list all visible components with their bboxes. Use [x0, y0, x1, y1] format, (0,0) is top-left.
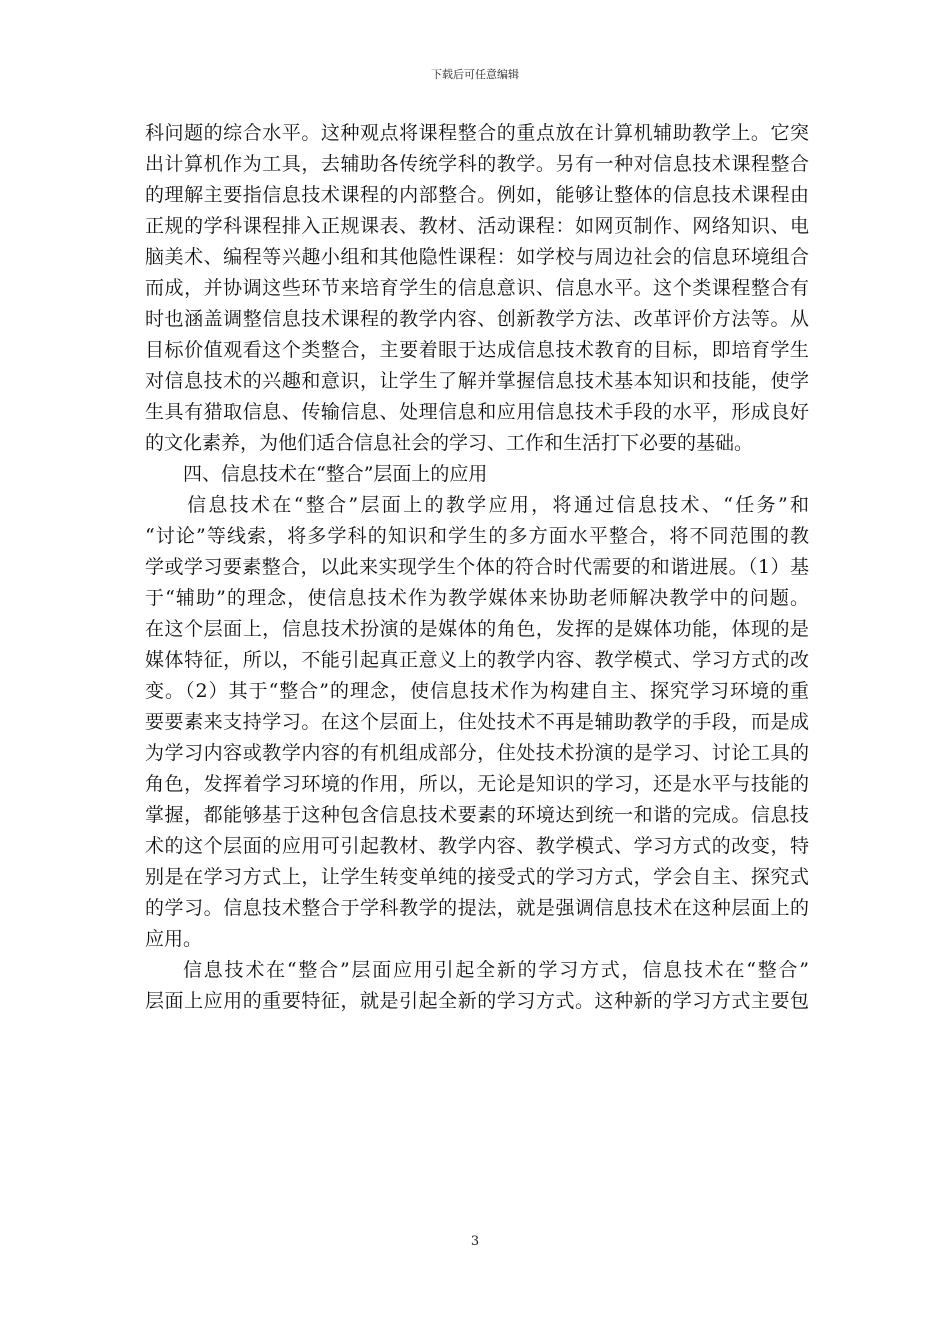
text-line: 术的这个层面的应用可引起教材、教学内容、教学模式、学习方式的改变，特	[145, 835, 809, 857]
text-line: 变。（2）其于“整合”的理念，使信息技术作为构建自主、探究学习环境的重	[145, 680, 809, 702]
text-line: 信息技术在“整合”层面上的教学应用，将通过信息技术、“任务”和	[187, 494, 809, 516]
text-line: 时也涵盖调整信息技术课程的教学内容、创新教学方法、改革评价方法等。从	[145, 308, 809, 330]
text-line: 掌握，都能够基于这种包含信息技术要素的环境达到统一和谐的完成。信息技	[145, 804, 809, 826]
text-line: 的理解主要指信息技术课程的内部整合。例如，能够让整体的信息技术课程由	[145, 184, 809, 206]
text-line: 生具有猎取信息、传输信息、处理信息和应用信息技术手段的水平，形成良好	[145, 401, 809, 423]
text-line: 层面上应用的重要特征，就是引起全新的学习方式。这种新的学习方式主要包	[145, 990, 809, 1012]
text-line: 而成，并协调这些环节来培育学生的信息意识、信息水平。这个类课程整合有	[145, 277, 809, 299]
text-line: 要要素来支持学习。在这个层面上，住处技术不再是辅助教学的手段，而是成	[145, 711, 809, 733]
text-line: 媒体特征，所以，不能引起真正意义上的教学内容、教学模式、学习方式的改	[145, 649, 809, 671]
text-line: “讨论”等线索，将多学科的知识和学生的多方面水平整合，将不同范围的教	[145, 525, 809, 547]
text-line: 学或学习要素整合，以此来实现学生个体的符合时代需要的和谐进展。（1）基	[145, 556, 809, 578]
text-line: 应用。	[145, 928, 203, 950]
section-heading: 四、信息技术在“整合”层面上的应用	[183, 463, 488, 485]
page-number: 3	[470, 1234, 480, 1249]
text-line: 信息技术在“整合”层面应用引起全新的学习方式，信息技术在“整合”	[183, 959, 809, 981]
text-line: 别是在学习方式上，让学生转变单纯的接受式的学习方式，学会自主、探究式	[145, 866, 809, 888]
text-line: 于“辅助”的理念，使信息技术作为教学媒体来协助老师解决教学中的问题。	[145, 587, 809, 609]
body-text	[145, 118, 809, 1017]
text-line: 脑美术、编程等兴趣小组和其他隐性课程：如学校与周边社会的信息环境组合	[145, 246, 809, 268]
text-line: 正规的学科课程排入正规课表、教材、活动课程：如网页制作、网络知识、电	[145, 215, 809, 237]
text-line: 角色，发挥着学习环境的作用，所以，无论是知识的学习，还是水平与技能的	[145, 773, 809, 795]
text-line: 对信息技术的兴趣和意识，让学生了解并掌握信息技术基本知识和技能，使学	[145, 370, 809, 392]
text-line: 在这个层面上，信息技术扮演的是媒体的角色，发挥的是媒体功能，体现的是	[145, 618, 809, 640]
text-line: 科问题的综合水平。这种观点将课程整合的重点放在计算机辅助教学上。它突	[145, 122, 809, 144]
page-header: 下载后可任意编辑	[431, 68, 519, 81]
text-line: 为学习内容或教学内容的有机组成部分，住处技术扮演的是学习、讨论工具的	[145, 742, 809, 764]
text-line: 的文化素养，为他们适合信息社会的学习、工作和生活打下必要的基础。	[145, 432, 754, 454]
text-line: 出计算机作为工具，去辅助各传统学科的教学。另有一种对信息技术课程整合	[145, 153, 809, 175]
text-line: 的学习。信息技术整合于学科教学的提法，就是强调信息技术在这种层面上的	[145, 897, 809, 919]
text-line: 目标价值观看这个类整合，主要着眼于达成信息技术教育的目标，即培育学生	[145, 339, 809, 361]
